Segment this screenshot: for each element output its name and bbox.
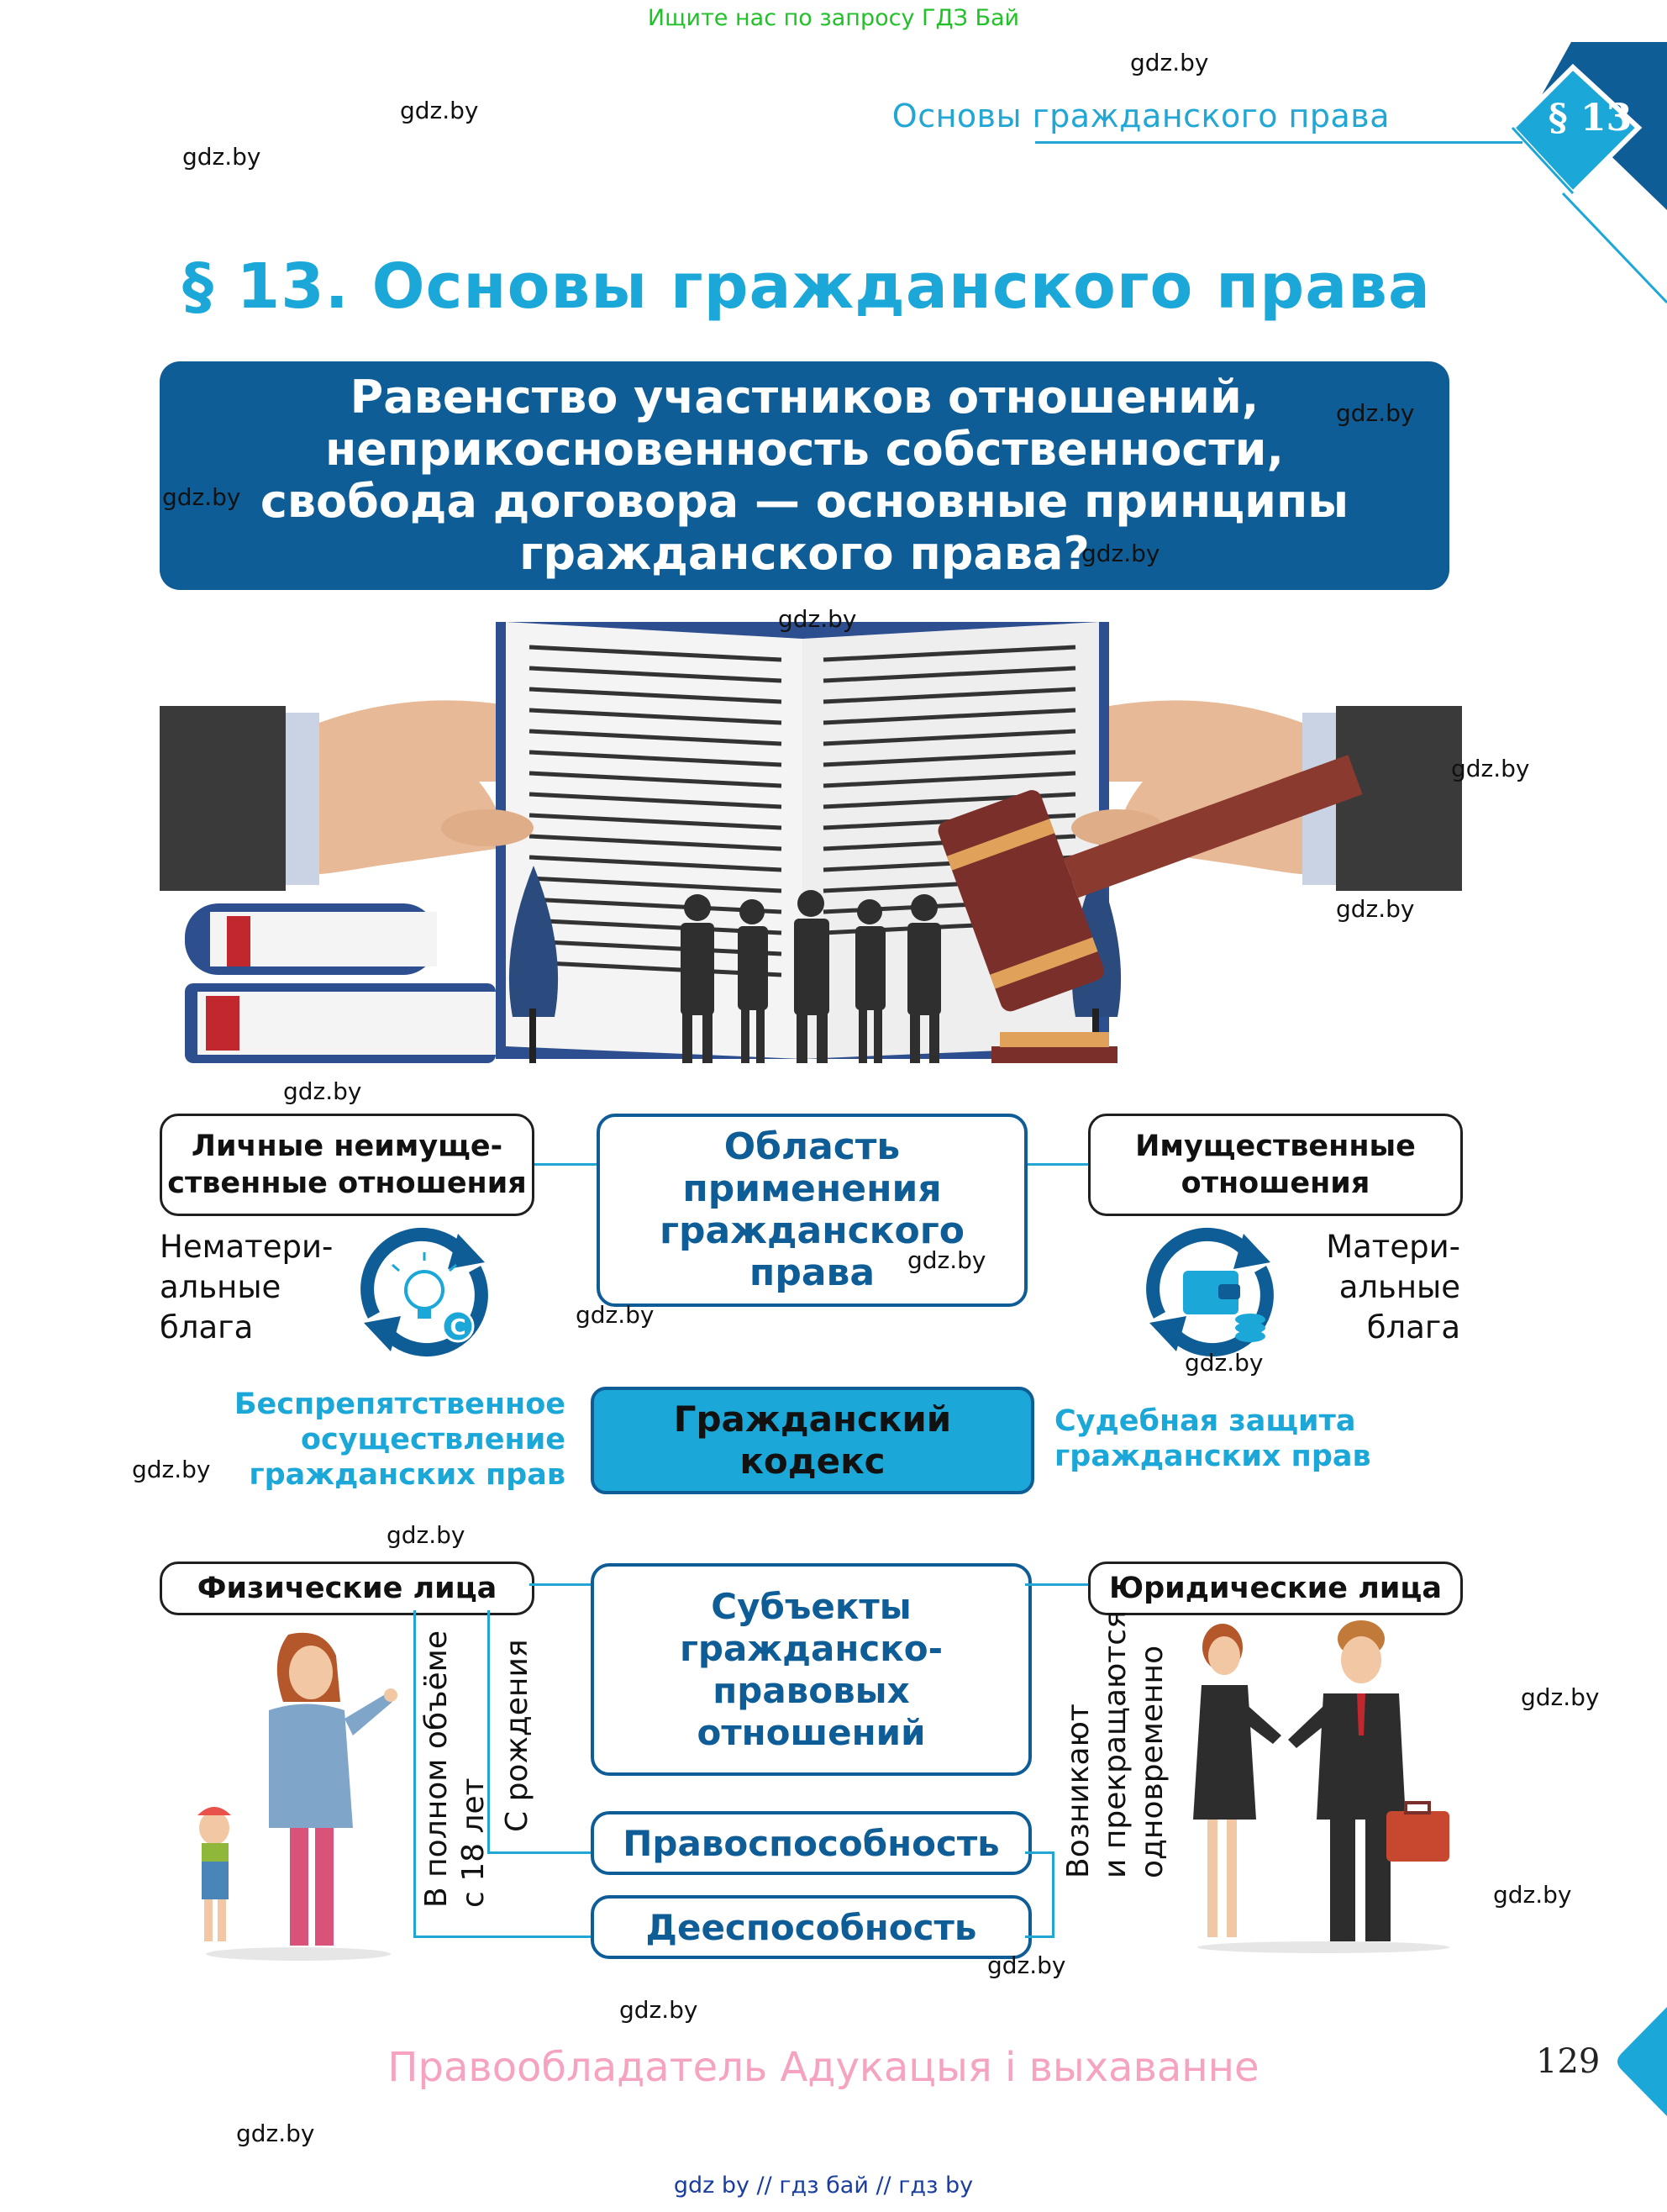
- box-line: правовых: [713, 1669, 910, 1711]
- running-title: Основы гражданского права: [891, 97, 1390, 134]
- watermark: gdz.by: [907, 1246, 986, 1274]
- top-banner[interactable]: Ищите нас по запросу ГДЗ Бай: [647, 5, 1020, 31]
- running-title-underline: [1035, 141, 1522, 144]
- full-at-18-label: [418, 1630, 492, 1908]
- unobstructed-exercise-note: [168, 1387, 565, 1493]
- connector-line: [1025, 1851, 1054, 1854]
- watermark: gdz.by: [778, 605, 857, 633]
- legal-entities-box: Юридические лица: [1088, 1562, 1463, 1615]
- watermark: gdz.by: [619, 1996, 698, 2024]
- connector-line: [1025, 1583, 1088, 1586]
- box-line: Субъекты: [711, 1585, 912, 1627]
- watermark: gdz.by: [1130, 49, 1209, 76]
- material-goods-label: [1294, 1227, 1460, 1348]
- box-line: ственные отношения: [167, 1167, 527, 1200]
- watermark: gdz.by: [132, 1456, 211, 1483]
- watermark: gdz.by: [1451, 755, 1530, 782]
- label-line: одновременно: [1135, 1645, 1170, 1878]
- note-line: Судебная защита: [1054, 1404, 1356, 1438]
- label-line: альные: [160, 1269, 281, 1305]
- section-badge: § 13: [1548, 97, 1633, 140]
- box-line: Имущественные: [1135, 1130, 1416, 1163]
- label-line: Нематери-: [160, 1229, 334, 1265]
- copyright-footer: Правообладатель Адукацыя і выхаванне: [387, 2044, 1259, 2091]
- active-capacity-box: Дееспособность: [591, 1895, 1032, 1959]
- lightbulb-cycle-icon: [340, 1219, 508, 1366]
- property-relations-box: [1088, 1114, 1463, 1216]
- box-line: применения: [682, 1167, 942, 1210]
- watermark: gdz.by: [182, 143, 261, 171]
- natural-persons-box: Физические лица: [160, 1562, 534, 1615]
- label-line: В полном объёме: [419, 1630, 454, 1908]
- from-birth-label: С рождения: [500, 1639, 534, 1832]
- watermark: gdz.by: [1081, 540, 1160, 567]
- watermark: gdz.by: [162, 483, 241, 511]
- label-line: блага: [1366, 1309, 1460, 1346]
- connector-line: [1052, 1851, 1054, 1938]
- legal-capacity-box: Правоспособность: [591, 1811, 1032, 1875]
- judicial-protection-note: [1054, 1404, 1371, 1474]
- note-line: гражданских прав: [1054, 1440, 1371, 1473]
- box-line: отношения: [1181, 1167, 1370, 1200]
- connector-line: [1023, 1163, 1091, 1166]
- scope-box: [597, 1114, 1028, 1307]
- bottom-links[interactable]: gdz by // гдз бай // гдз by: [673, 2172, 974, 2199]
- connector-line: [529, 1163, 597, 1166]
- watermark: gdz.by: [1336, 895, 1415, 923]
- label-line: и прекращаются: [1098, 1610, 1133, 1878]
- box-line: гражданско-: [679, 1627, 944, 1669]
- box-line: гражданского: [660, 1209, 965, 1252]
- personal-non-property-box: [160, 1114, 534, 1216]
- intangible-goods-label: [160, 1227, 333, 1348]
- label-line: Матери-: [1326, 1229, 1460, 1265]
- svg-text:C: C: [450, 1315, 466, 1340]
- watermark: gdz.by: [987, 1951, 1066, 1979]
- note-line: осуществление: [300, 1423, 565, 1456]
- question-line: неприкосновенность собственности,: [325, 423, 1284, 476]
- watermark: gdz.by: [576, 1301, 655, 1329]
- connector-line: [413, 1610, 416, 1938]
- label-line: Возникают: [1061, 1704, 1096, 1878]
- box-line: кодекс: [739, 1440, 886, 1482]
- watermark: gdz.by: [1185, 1349, 1264, 1377]
- label-line: с 18 лет: [456, 1778, 491, 1908]
- label-line: блага: [160, 1309, 254, 1346]
- box-line: Область: [723, 1125, 901, 1168]
- wallet-cycle-icon: [1126, 1219, 1294, 1366]
- box-line: Гражданский: [673, 1398, 952, 1440]
- page-number: 129: [1536, 2042, 1601, 2081]
- page-corner-tab: [1613, 2007, 1667, 2116]
- question-line: свобода договора — основные принципы: [260, 475, 1349, 528]
- watermark: gdz.by: [387, 1521, 465, 1549]
- watermark: gdz.by: [400, 97, 479, 124]
- connector-line: [413, 1936, 591, 1938]
- arise-cease-label: [1060, 1610, 1171, 1878]
- box-line: Личные неимуще-: [191, 1130, 503, 1163]
- connector-line: [529, 1583, 591, 1586]
- box-line: отношений: [697, 1711, 926, 1753]
- note-line: гражданских прав: [249, 1458, 565, 1492]
- watermark: gdz.by: [236, 2120, 315, 2147]
- subjects-box: [591, 1563, 1032, 1776]
- page-title: § 13. Основы гражданского права: [182, 250, 1431, 323]
- note-line: Беспрепятственное: [234, 1388, 565, 1421]
- box-line: права: [749, 1251, 876, 1294]
- watermark: gdz.by: [283, 1077, 362, 1105]
- woman-child-illustration: [189, 1626, 408, 1962]
- law-book-illustration: [160, 622, 1462, 1076]
- business-handshake-illustration: [1189, 1618, 1454, 1954]
- label-line: альные: [1338, 1269, 1460, 1305]
- question-line: гражданского права?: [519, 527, 1090, 580]
- watermark: gdz.by: [1521, 1683, 1600, 1711]
- question-line: Равенство участников отношений,: [350, 371, 1259, 424]
- watermark: gdz.by: [1493, 1881, 1572, 1909]
- watermark: gdz.by: [1336, 399, 1415, 427]
- connector-line: [1025, 1936, 1054, 1938]
- question-box: [160, 361, 1449, 590]
- civil-code-box: [591, 1387, 1034, 1494]
- connector-line: [487, 1851, 591, 1854]
